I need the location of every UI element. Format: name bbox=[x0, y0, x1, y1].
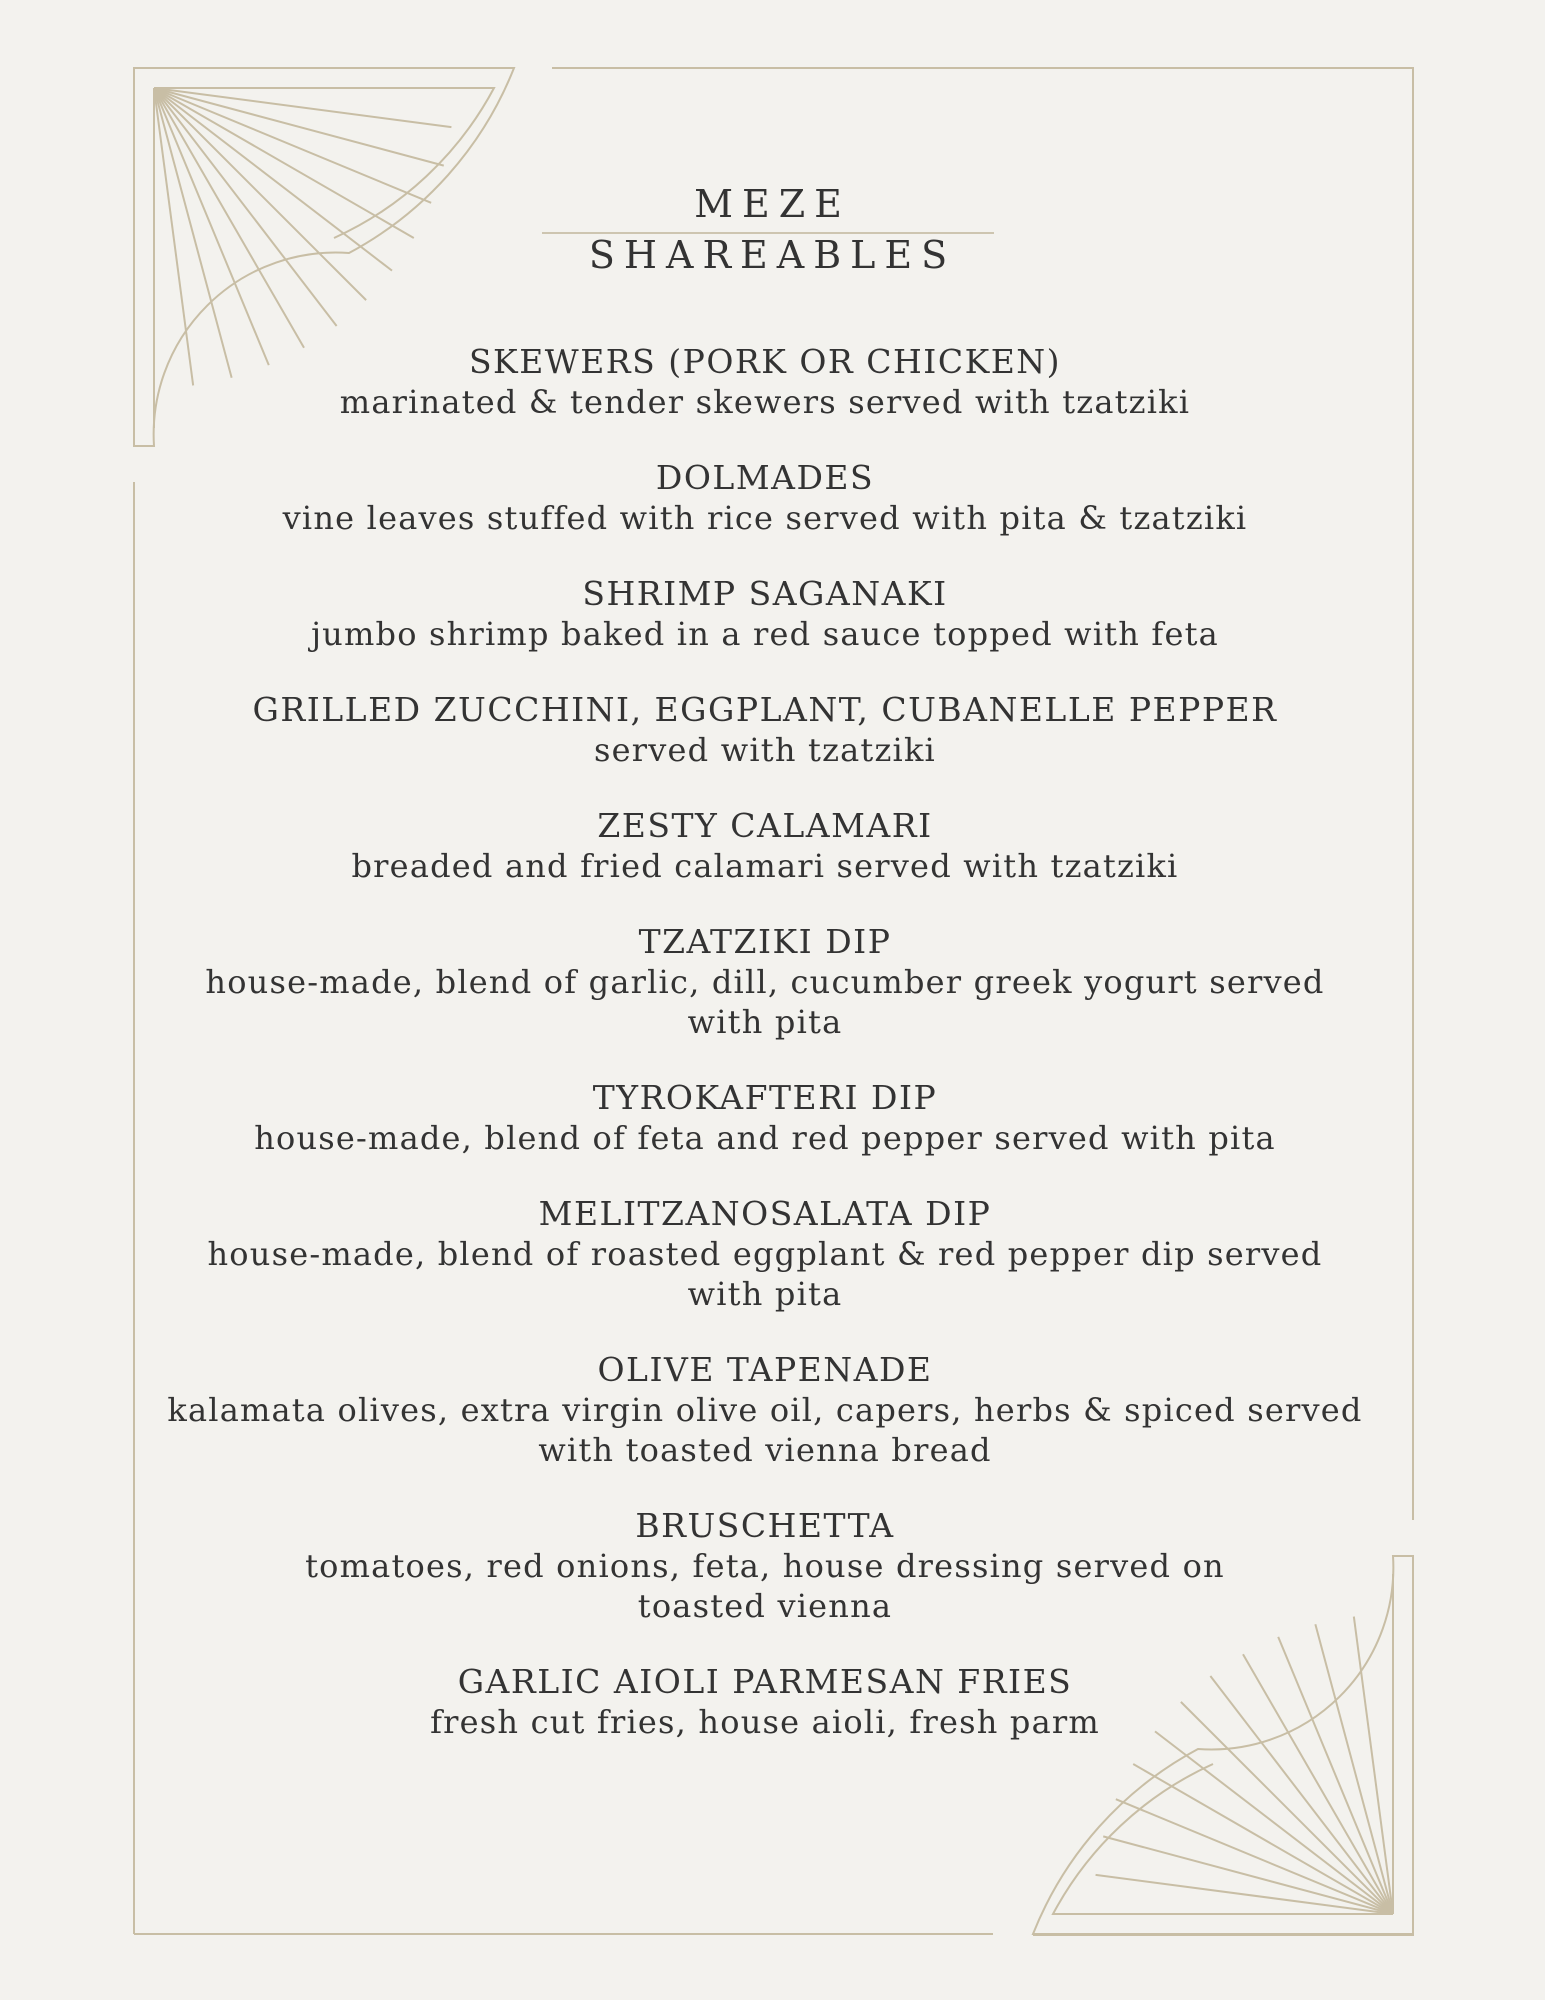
menu-item-name: GARLIC AIOLI PARMESAN FRIES bbox=[457, 1662, 1073, 1701]
menu-item bbox=[140, 1662, 1390, 1742]
menu-item bbox=[140, 922, 1390, 1042]
menu-item-name: ZESTY CALAMARI bbox=[597, 806, 933, 845]
fan-ray bbox=[1116, 1799, 1393, 1914]
menu-item-name: SHRIMP SAGANAKI bbox=[582, 574, 948, 613]
menu-subtitle: SHAREABLES bbox=[588, 233, 957, 277]
menu-item bbox=[140, 1350, 1390, 1470]
fan-ray bbox=[1133, 1764, 1393, 1914]
menu-item bbox=[140, 342, 1390, 422]
menu-item-description: house-made, blend of feta and red pepper served with pita bbox=[254, 1119, 1276, 1157]
menu-item-description: vine leaves stuffed with rice served with pita & tzatziki bbox=[282, 499, 1248, 537]
menu-item bbox=[140, 1078, 1390, 1158]
menu-item-description: jumbo shrimp baked in a red sauce topped with feta bbox=[311, 615, 1219, 653]
menu-item-name: TZATZIKI DIP bbox=[638, 922, 892, 961]
menu-item-name: DOLMADES bbox=[655, 458, 875, 497]
menu-item bbox=[140, 1194, 1390, 1314]
menu-item-description: house-made, blend of roasted eggplant & red pepper dip served with pita bbox=[207, 1235, 1323, 1313]
menu-item-name: OLIVE TAPENADE bbox=[597, 1350, 933, 1389]
menu-item-description: breaded and fried calamari served with tzatziki bbox=[351, 847, 1179, 885]
fan-ray bbox=[1096, 1875, 1393, 1914]
fan-ray bbox=[154, 88, 451, 127]
menu-item bbox=[140, 690, 1390, 770]
menu-item-name: MELITZANOSALATA DIP bbox=[538, 1194, 992, 1233]
menu-item bbox=[140, 806, 1390, 886]
menu-item-description: kalamata olives, extra virgin olive oil, capers, herbs & spiced served with toasted vienna bread bbox=[167, 1391, 1363, 1469]
menu-item-name: SKEWERS (PORK OR CHICKEN) bbox=[468, 342, 1062, 381]
fan-ray bbox=[1103, 1836, 1393, 1914]
menu-item-description: marinated & tender skewers served with tzatziki bbox=[339, 383, 1191, 421]
menu-item bbox=[140, 1506, 1390, 1626]
menu-title: MEZE bbox=[694, 182, 851, 226]
menu-item-name: GRILLED ZUCCHINI, EGGPLANT, CUBANELLE PEPPER bbox=[252, 690, 1278, 729]
menu-item bbox=[140, 574, 1390, 654]
fan-ray bbox=[154, 88, 269, 365]
fan-ray bbox=[154, 88, 444, 166]
menu-item-description: tomatoes, red onions, feta, house dressing served on toasted vienna bbox=[305, 1547, 1225, 1625]
menu-item-name: BRUSCHETTA bbox=[635, 1506, 895, 1545]
menu-item-description: served with tzatziki bbox=[594, 731, 936, 769]
menu-item-name: TYROKAFTERI DIP bbox=[592, 1078, 938, 1117]
menu-item-description: fresh cut fries, house aioli, fresh parm bbox=[430, 1703, 1100, 1741]
menu-item-description: house-made, blend of garlic, dill, cucumber greek yogurt served with pita bbox=[205, 963, 1325, 1041]
menu-list bbox=[140, 342, 1390, 1778]
menu-item bbox=[140, 458, 1390, 538]
